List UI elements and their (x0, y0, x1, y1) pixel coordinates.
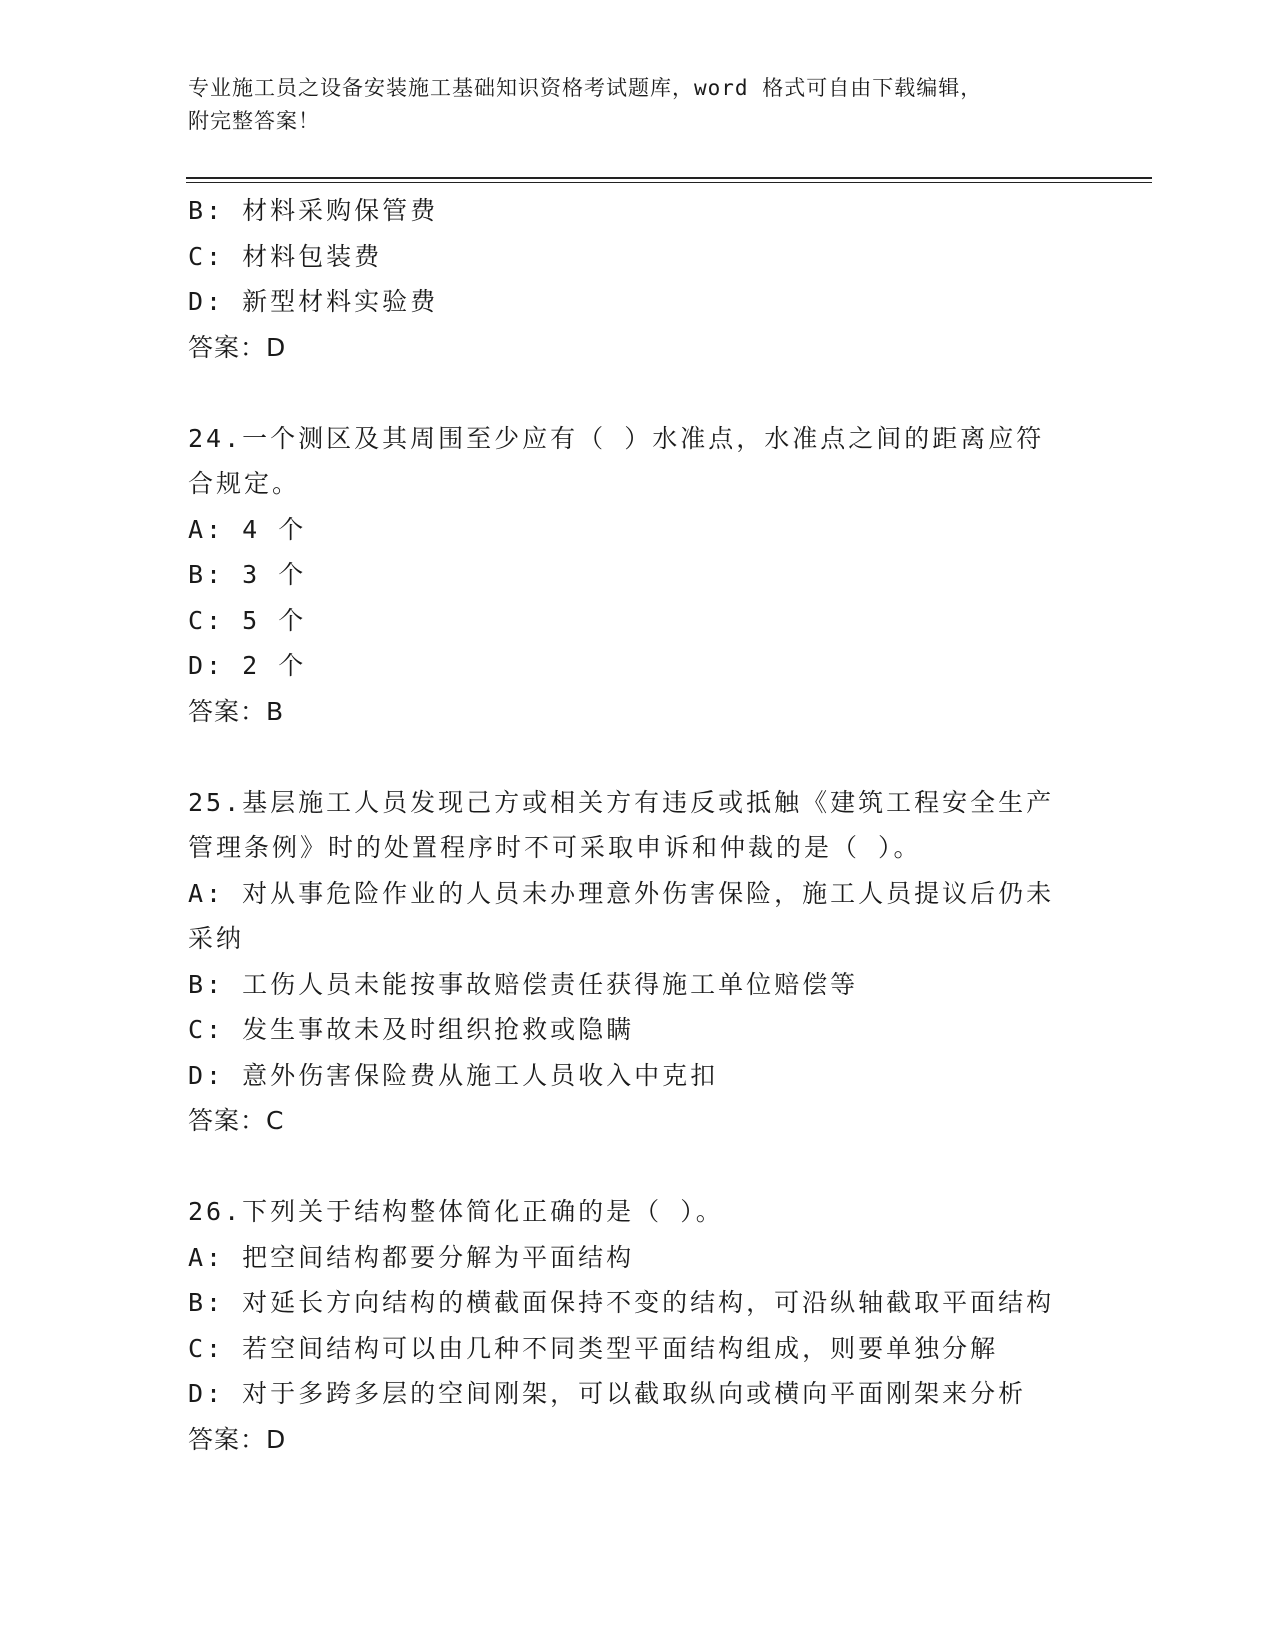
question-23-continued (188, 188, 1088, 370)
answer: 答案：B (188, 696, 285, 726)
question-text: 24.一个测区及其周围至少应有（ ）水准点，水准点之间的距离应符 (188, 423, 1045, 453)
option-d: D: 新型材料实验费 (188, 287, 439, 316)
option-a: A: 对从事危险作业的人员未办理意外伤害保险，施工人员提议后仍未 (188, 878, 1055, 908)
option-c: C: 发生事故未及时组织抢救或隐瞒 (188, 1015, 635, 1044)
option-a: A: 4 个 (188, 514, 307, 544)
option-a: A: 把空间结构都要分解为平面结构 (188, 1242, 635, 1272)
option-c: C: 若空间结构可以由几种不同类型平面结构组成，则要单独分解 (188, 1333, 999, 1363)
option-b: B: 工伤人员未能按事故赔偿责任获得施工单位赔偿等 (188, 969, 859, 999)
option-a-continued: 采纳 (188, 924, 245, 953)
document-header (188, 72, 1068, 138)
question-26 (188, 1189, 1088, 1462)
option-d: D: 2 个 (188, 651, 307, 680)
option-b: B: 材料采购保管费 (188, 196, 439, 225)
document-body (188, 188, 1088, 1462)
header-line-1: 专业施工员之设备安装施工基础知识资格考试题库，word 格式可自由下载编辑， (188, 76, 983, 100)
option-d: D: 对于多跨多层的空间刚架，可以截取纵向或横向平面刚架来分析 (188, 1379, 1027, 1408)
answer: 答案：D (188, 1424, 287, 1454)
answer: 答案：D (188, 332, 287, 362)
option-b: B: 3 个 (188, 560, 307, 589)
question-text: 管理条例》时的处置程序时不可采取申诉和仲裁的是（ ）。 (188, 833, 922, 862)
header-line-2: 附完整答案！ (188, 109, 320, 133)
option-b: B: 对延长方向结构的横截面保持不变的结构，可沿纵轴截取平面结构 (188, 1288, 1055, 1317)
answer: 答案：C (188, 1106, 285, 1135)
option-c: C: 材料包装费 (188, 241, 383, 271)
question-text: 26.下列关于结构整体简化正确的是（ ）。 (188, 1197, 724, 1226)
question-text: 合规定。 (188, 469, 301, 498)
option-c: C: 5 个 (188, 605, 307, 635)
header-divider-thin (186, 182, 1152, 183)
question-25 (188, 780, 1088, 1144)
option-d: D: 意外伤害保险费从施工人员收入中克扣 (188, 1060, 719, 1090)
header-divider-thick (186, 177, 1152, 179)
question-text: 25.基层施工人员发现己方或相关方有违反或抵触《建筑工程安全生产 (188, 787, 1055, 817)
question-24 (188, 416, 1088, 735)
